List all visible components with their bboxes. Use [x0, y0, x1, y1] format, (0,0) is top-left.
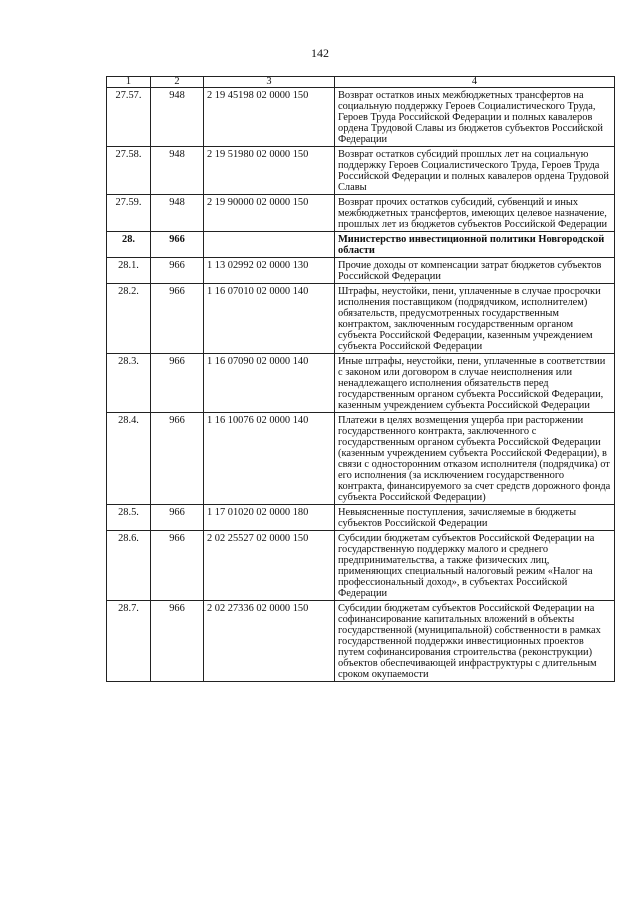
description-cell: Субсидии бюджетам субъектов Российской Федерации на государственную поддержку малого и среднего предпринимательства, а также физических лиц, применяющих специальный налоговый режим «Налог на профессиональный доход», в субъектах Российской Федерации [335, 531, 615, 601]
row-number-cell: 27.58. [107, 147, 151, 195]
budget-code-cell: 1 16 10076 02 0000 140 [204, 413, 335, 505]
admin-code-cell: 966 [151, 413, 204, 505]
budget-code-cell: 2 02 25527 02 0000 150 [204, 531, 335, 601]
admin-code-cell: 966 [151, 354, 204, 413]
budget-code-cell [204, 232, 335, 258]
admin-code-cell: 948 [151, 147, 204, 195]
revenue-codes-table [106, 76, 615, 682]
row-number-cell: 28. [107, 232, 151, 258]
column-header: 3 [204, 77, 335, 88]
budget-code-cell: 1 13 02992 02 0000 130 [204, 258, 335, 284]
description-cell: Прочие доходы от компенсации затрат бюджетов субъектов Российской Федерации [335, 258, 615, 284]
description-cell: Возврат остатков субсидий прошлых лет на социальную поддержку Героев Социалистического Труда, Героев Труда Российской Федерации и полных кавалеров ордена Трудовой Славы [335, 147, 615, 195]
row-number-cell: 28.5. [107, 505, 151, 531]
row-number-cell: 27.57. [107, 88, 151, 147]
row-number-cell: 28.7. [107, 601, 151, 682]
description-cell: Невыясненные поступления, зачисляемые в бюджеты субъектов Российской Федерации [335, 505, 615, 531]
description-cell: Возврат прочих остатков субсидий, субвенций и иных межбюджетных трансфертов, имеющих целевое назначение, прошлых лет из бюджетов субъектов Российской Федерации [335, 195, 615, 232]
row-number-cell: 27.59. [107, 195, 151, 232]
budget-code-cell: 2 19 90000 02 0000 150 [204, 195, 335, 232]
admin-code-cell: 966 [151, 284, 204, 354]
table-row [107, 258, 615, 284]
description-cell: Субсидии бюджетам субъектов Российской Федерации на софинансирование капитальных вложений в объекты государственной (муниципальной) собственности в рамках государственной поддержки инвестиционных проектов путем софинансирования строительства (реконструкции) объектов обеспечивающей инфраструктуры с длительным сроком окупаемости [335, 601, 615, 682]
admin-code-cell: 966 [151, 601, 204, 682]
budget-code-cell: 1 16 07090 02 0000 140 [204, 354, 335, 413]
admin-code-cell: 966 [151, 505, 204, 531]
row-number-cell: 28.3. [107, 354, 151, 413]
table-row [107, 505, 615, 531]
admin-code-cell: 966 [151, 531, 204, 601]
description-cell: Возврат остатков иных межбюджетных трансфертов на социальную поддержку Героев Социалистического Труда, Героев Труда Российской Федерации и полных кавалеров ордена Трудовой Славы из бюджетов субъектов Российской Федерации [335, 88, 615, 147]
admin-code-cell: 966 [151, 232, 204, 258]
table-row [107, 88, 615, 147]
table-row [107, 147, 615, 195]
budget-code-cell: 2 19 45198 02 0000 150 [204, 88, 335, 147]
table-row [107, 232, 615, 258]
row-number-cell: 28.6. [107, 531, 151, 601]
row-number-cell: 28.2. [107, 284, 151, 354]
description-cell: Платежи в целях возмещения ущерба при расторжении государственного контракта, заключенного с государственным органом субъекта Российской Федерации (казенным учреждением субъекта Российской Федерации), в связи с односторонним отказом исполнителя (подрядчика) от его исполнения (за исключением государственного контракта, финансируемого за счет средств дорожного фонда субъекта Российской Федерации) [335, 413, 615, 505]
admin-code-cell: 948 [151, 195, 204, 232]
description-cell: Министерство инвестиционной политики Новгородской области [335, 232, 615, 258]
description-cell: Иные штрафы, неустойки, пени, уплаченные в соответствии с законом или договором в случае неисполнения или ненадлежащего исполнения обязательств перед государственным органом субъекта Российской Федерации, казенным учреждением субъекта Российской Федерации [335, 354, 615, 413]
budget-code-cell: 2 19 51980 02 0000 150 [204, 147, 335, 195]
row-number-cell: 28.1. [107, 258, 151, 284]
description-cell: Штрафы, неустойки, пени, уплаченные в случае просрочки исполнения поставщиком (подрядчиком, исполнителем) обязательств, предусмотренных государственным контрактом, заключенным государственным органом субъекта Российской Федерации, казенным учреждением субъекта Российской Федерации [335, 284, 615, 354]
table-body [107, 88, 615, 682]
column-header: 2 [151, 77, 204, 88]
budget-code-cell: 2 02 27336 02 0000 150 [204, 601, 335, 682]
admin-code-cell: 948 [151, 88, 204, 147]
table-row [107, 284, 615, 354]
column-header: 1 [107, 77, 151, 88]
row-number-cell: 28.4. [107, 413, 151, 505]
budget-code-cell: 1 17 01020 02 0000 180 [204, 505, 335, 531]
budget-code-cell: 1 16 07010 02 0000 140 [204, 284, 335, 354]
table-row [107, 354, 615, 413]
page-number: 142 [311, 46, 329, 60]
admin-code-cell: 966 [151, 258, 204, 284]
table-row [107, 195, 615, 232]
column-header: 4 [335, 77, 615, 88]
table-row [107, 601, 615, 682]
table-header-row [107, 77, 615, 88]
table-row [107, 531, 615, 601]
table-row [107, 413, 615, 505]
